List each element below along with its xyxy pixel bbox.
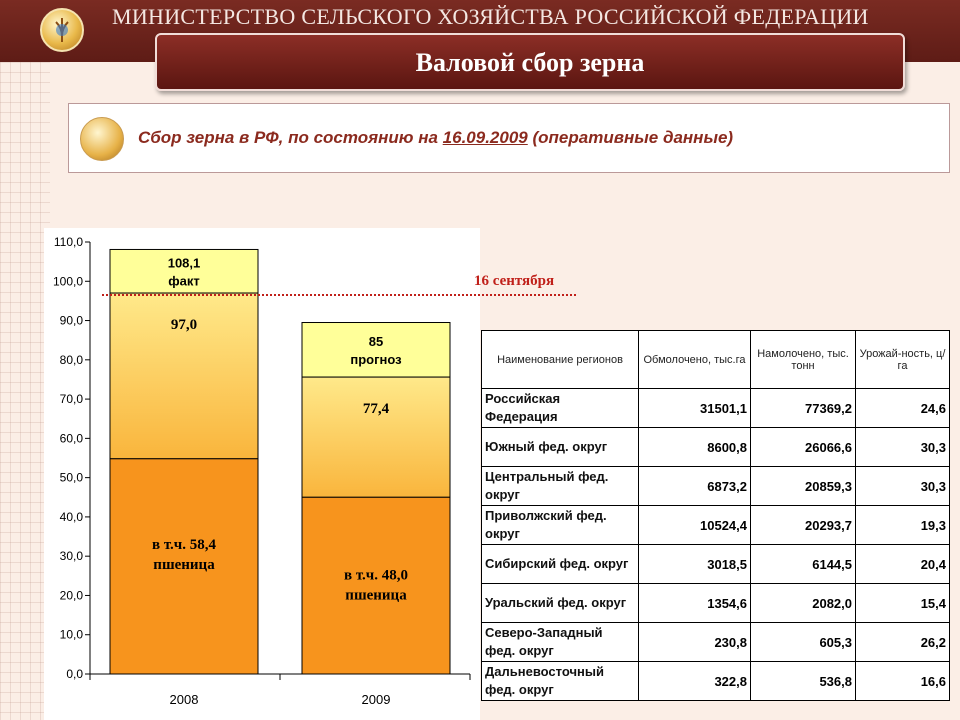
table-row <box>482 623 950 662</box>
y-tick-label: 110,0 <box>53 235 83 249</box>
y-tick-label: 30,0 <box>59 549 83 564</box>
value-cell: 20293,7 <box>751 506 856 545</box>
value-cell: 6873,2 <box>639 467 751 506</box>
value-cell: 2082,0 <box>751 584 856 623</box>
wheat-name-label: пшеница <box>153 557 215 574</box>
total-kind-label: прогноз <box>350 351 402 367</box>
region-name-cell: Дальневосточный фед. округ <box>482 662 639 701</box>
wheat-value-label: в т.ч. 58,4 <box>151 537 217 554</box>
table-header-row <box>482 331 950 389</box>
total-kind-label: факт <box>168 273 200 289</box>
regions-table <box>481 330 950 701</box>
page-title: Валовой сбор зерна <box>415 48 645 77</box>
region-name-cell: Приволжский фед. округ <box>482 506 639 545</box>
value-cell: 20,4 <box>856 545 950 584</box>
bar-segment-harvested <box>302 377 450 497</box>
value-cell: 77369,2 <box>751 389 856 428</box>
reference-line-label: 16 сентября <box>474 273 555 290</box>
y-tick-label: 70,0 <box>59 392 83 407</box>
value-cell: 8600,8 <box>639 428 751 467</box>
table-row <box>482 506 950 545</box>
y-tick-label: 50,0 <box>59 470 83 485</box>
x-tick-label: 2009 <box>361 692 391 707</box>
value-cell: 20859,3 <box>751 467 856 506</box>
region-name-cell: Российская Федерация <box>482 389 639 428</box>
ministry-emblem-icon <box>40 8 84 52</box>
value-cell: 3018,5 <box>639 545 751 584</box>
total-value-label: 108,1 <box>167 255 201 271</box>
value-cell: 6144,5 <box>751 545 856 584</box>
wheat-name-label: пшеница <box>345 587 407 604</box>
table-row <box>482 467 950 506</box>
table-row <box>482 662 950 701</box>
wheat-logo-icon <box>80 117 124 161</box>
value-cell: 10524,4 <box>639 506 751 545</box>
value-cell: 1354,6 <box>639 584 751 623</box>
value-cell: 15,4 <box>856 584 950 623</box>
region-name-cell: Южный фед. округ <box>482 428 639 467</box>
value-cell: 26066,6 <box>751 428 856 467</box>
value-cell: 31501,1 <box>639 389 751 428</box>
harvested-value-label: 97,0 <box>170 317 198 334</box>
y-tick-label: 100,0 <box>52 274 83 289</box>
y-tick-label: 80,0 <box>59 352 83 367</box>
bar-segment-total <box>302 323 450 378</box>
value-cell: 605,3 <box>751 623 856 662</box>
wheat-value-label: в т.ч. 48,0 <box>343 567 409 584</box>
table-row <box>482 389 950 428</box>
value-cell: 230,8 <box>639 623 751 662</box>
col-header-yield: Урожай-ность, ц/га <box>856 331 950 389</box>
table-row <box>482 584 950 623</box>
bar-segment-wheat <box>302 497 450 674</box>
subtitle-date: 16.09.2009 <box>442 128 528 147</box>
ministry-name: МИНИСТЕРСТВО СЕЛЬСКОГО ХОЗЯЙСТВА РОССИЙСКОЙ ФЕДЕРАЦИИ <box>112 4 869 29</box>
value-cell: 536,8 <box>751 662 856 701</box>
col-header-region: Наименование регионов <box>482 331 639 389</box>
y-tick-label: 10,0 <box>59 627 83 642</box>
col-header-harvest: Намолочено, тыс. тонн <box>751 331 856 389</box>
value-cell: 19,3 <box>856 506 950 545</box>
y-tick-label: 90,0 <box>59 313 83 328</box>
region-name-cell: Центральный фед. округ <box>482 467 639 506</box>
region-name-cell: Северо-Западный фед. округ <box>482 623 639 662</box>
region-name-cell: Уральский фед. округ <box>482 584 639 623</box>
total-value-label: 85 <box>368 333 384 349</box>
subtitle-prefix: Сбор зерна в РФ, по состоянию на <box>138 128 443 147</box>
region-name-cell: Сибирский фед. округ <box>482 545 639 584</box>
value-cell: 30,3 <box>856 467 950 506</box>
table-row <box>482 428 950 467</box>
col-header-area: Обмолочено, тыс.га <box>639 331 751 389</box>
value-cell: 322,8 <box>639 662 751 701</box>
subtitle-suffix: (оперативные данные) <box>527 128 734 147</box>
value-cell: 24,6 <box>856 389 950 428</box>
title-box <box>155 33 905 91</box>
x-tick-label: 2008 <box>169 692 199 707</box>
y-tick-label: 40,0 <box>59 509 83 524</box>
y-tick-label: 20,0 <box>59 588 83 603</box>
y-tick-label: 0,0 <box>66 667 83 681</box>
table-row <box>482 545 950 584</box>
decorative-grid <box>0 62 50 720</box>
y-tick-label: 60,0 <box>59 431 83 446</box>
value-cell: 30,3 <box>856 428 950 467</box>
value-cell: 16,6 <box>856 662 950 701</box>
value-cell: 26,2 <box>856 623 950 662</box>
subtitle <box>138 128 733 148</box>
harvested-value-label: 77,4 <box>362 401 390 418</box>
